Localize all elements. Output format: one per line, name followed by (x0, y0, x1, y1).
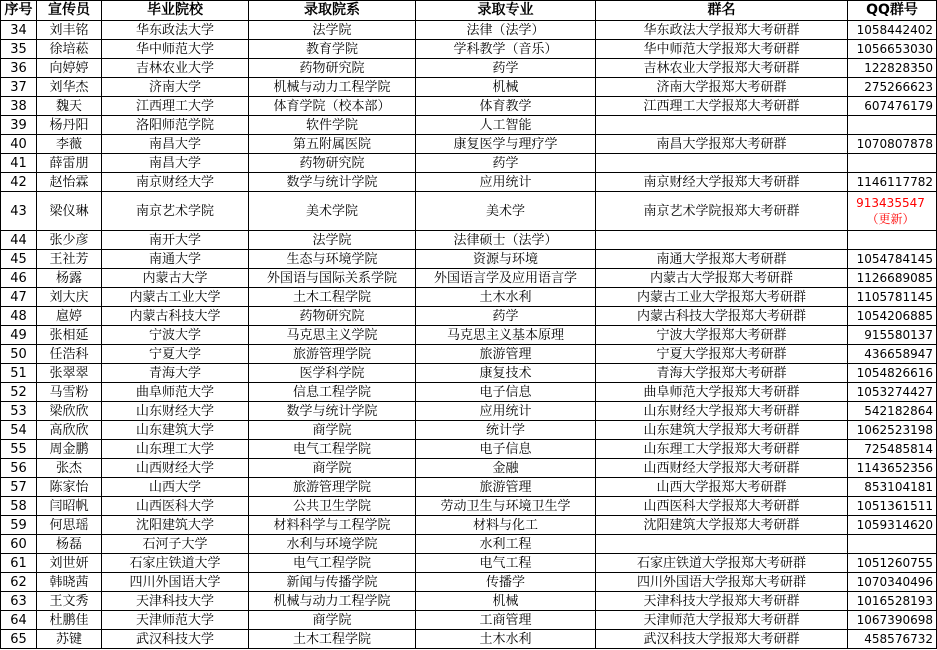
cell-index: 41 (1, 154, 37, 173)
cell-qq-group-number: 1053274427 (848, 383, 937, 402)
cell-admission-major: 应用统计 (416, 173, 596, 192)
table-row (1, 307, 937, 326)
cell-admission-major: 药学 (416, 307, 596, 326)
table-row (1, 231, 937, 250)
cell-admission-department: 医学科学院 (249, 364, 416, 383)
table-row (1, 630, 937, 649)
cell-group-name: 青海大学报郑大考研群 (596, 364, 848, 383)
table-row (1, 535, 937, 554)
cell-index: 64 (1, 611, 37, 630)
cell-graduate-school: 石河子大学 (102, 535, 249, 554)
cell-admission-department: 马克思主义学院 (249, 326, 416, 345)
table-row (1, 497, 937, 516)
table-row (1, 116, 937, 135)
cell-group-name: 天津科技大学报郑大考研群 (596, 592, 848, 611)
cell-admission-department: 公共卫生学院 (249, 497, 416, 516)
cell-qq-group-number: 607476179 (848, 97, 937, 116)
cell-qq-group-number (848, 192, 937, 231)
cell-promoter: 赵怡霖 (37, 173, 102, 192)
cell-promoter: 张翠翠 (37, 364, 102, 383)
cell-group-name: 宁夏大学报郑大考研群 (596, 345, 848, 364)
table-row (1, 288, 937, 307)
cell-promoter: 杨丹阳 (37, 116, 102, 135)
cell-admission-major: 电子信息 (416, 440, 596, 459)
table-row (1, 421, 937, 440)
cell-group-name (596, 116, 848, 135)
cell-index: 60 (1, 535, 37, 554)
table-row (1, 326, 937, 345)
cell-group-name: 华中师范大学报郑大考研群 (596, 40, 848, 59)
table-row (1, 135, 937, 154)
cell-index: 34 (1, 21, 37, 40)
cell-group-name: 南京财经大学报郑大考研群 (596, 173, 848, 192)
cell-admission-department: 旅游管理学院 (249, 345, 416, 364)
cell-admission-department: 美术学院 (249, 192, 416, 231)
table-row (1, 192, 937, 231)
cell-promoter: 杨露 (37, 269, 102, 288)
table-row (1, 21, 937, 40)
cell-group-name: 内蒙古大学报郑大考研群 (596, 269, 848, 288)
cell-promoter: 陈家怡 (37, 478, 102, 497)
cell-qq-group-number: 1062523198 (848, 421, 937, 440)
cell-admission-major: 传播学 (416, 573, 596, 592)
cell-admission-department: 机械与动力工程学院 (249, 78, 416, 97)
table-row (1, 592, 937, 611)
cell-promoter: 任浩科 (37, 345, 102, 364)
cell-qq-group-number: 542182864 (848, 402, 937, 421)
cell-group-name: 天津师范大学报郑大考研群 (596, 611, 848, 630)
table-row (1, 364, 937, 383)
header-index: 序号 (1, 1, 37, 21)
cell-index: 56 (1, 459, 37, 478)
cell-group-name: 沈阳建筑大学报郑大考研群 (596, 516, 848, 535)
cell-admission-major: 劳动卫生与环境卫生学 (416, 497, 596, 516)
cell-admission-department: 商学院 (249, 459, 416, 478)
cell-promoter: 魏天 (37, 97, 102, 116)
cell-admission-department: 数学与统计学院 (249, 402, 416, 421)
cell-promoter: 何思瑶 (37, 516, 102, 535)
cell-promoter: 刘丰铭 (37, 21, 102, 40)
cell-group-name: 南通大学报郑大考研群 (596, 250, 848, 269)
cell-qq-group-number: 1146117782 (848, 173, 937, 192)
cell-admission-department: 电气工程学院 (249, 440, 416, 459)
cell-promoter: 张相延 (37, 326, 102, 345)
table-row (1, 154, 937, 173)
cell-index: 45 (1, 250, 37, 269)
cell-promoter: 向婷婷 (37, 59, 102, 78)
cell-graduate-school: 内蒙古工业大学 (102, 288, 249, 307)
cell-qq-group-number: 1067390698 (848, 611, 937, 630)
cell-graduate-school: 宁夏大学 (102, 345, 249, 364)
table-row (1, 383, 937, 402)
cell-graduate-school: 南昌大学 (102, 135, 249, 154)
cell-graduate-school: 天津科技大学 (102, 592, 249, 611)
cell-graduate-school: 山东财经大学 (102, 402, 249, 421)
cell-group-name (596, 231, 848, 250)
cell-group-name: 武汉科技大学报郑大考研群 (596, 630, 848, 649)
cell-index: 54 (1, 421, 37, 440)
table-row (1, 611, 937, 630)
cell-index: 61 (1, 554, 37, 573)
cell-group-name: 华东政法大学报郑大考研群 (596, 21, 848, 40)
table-row (1, 440, 937, 459)
table-row (1, 478, 937, 497)
cell-graduate-school: 天津师范大学 (102, 611, 249, 630)
cell-index: 63 (1, 592, 37, 611)
cell-index: 39 (1, 116, 37, 135)
cell-group-name: 曲阜师范大学报郑大考研群 (596, 383, 848, 402)
cell-qq-group-number: 1059314620 (848, 516, 937, 535)
cell-graduate-school: 南京财经大学 (102, 173, 249, 192)
cell-graduate-school: 山西财经大学 (102, 459, 249, 478)
table-row (1, 173, 937, 192)
cell-group-name: 四川外国语大学报郑大考研群 (596, 573, 848, 592)
header-admission-department: 录取院系 (249, 1, 416, 21)
cell-index: 38 (1, 97, 37, 116)
cell-promoter: 扈婷 (37, 307, 102, 326)
header-graduate-school: 毕业院校 (102, 1, 249, 21)
cell-admission-department: 材料科学与工程学院 (249, 516, 416, 535)
cell-admission-major: 法律（法学） (416, 21, 596, 40)
cell-graduate-school: 山东建筑大学 (102, 421, 249, 440)
cell-admission-major: 体育教学 (416, 97, 596, 116)
cell-admission-department: 旅游管理学院 (249, 478, 416, 497)
table-row (1, 516, 937, 535)
cell-qq-group-number: 1051260755 (848, 554, 937, 573)
cell-graduate-school: 华东政法大学 (102, 21, 249, 40)
cell-admission-department: 法学院 (249, 231, 416, 250)
cell-qq-group-number: 1054206885 (848, 307, 937, 326)
cell-qq-group-number: 1058442402 (848, 21, 937, 40)
cell-admission-department: 药物研究院 (249, 307, 416, 326)
cell-graduate-school: 武汉科技大学 (102, 630, 249, 649)
cell-group-name: 宁波大学报郑大考研群 (596, 326, 848, 345)
cell-graduate-school: 石家庄铁道大学 (102, 554, 249, 573)
cell-promoter: 王社芳 (37, 250, 102, 269)
cell-qq-group-number: 725485814 (848, 440, 937, 459)
cell-admission-major: 人工智能 (416, 116, 596, 135)
cell-qq-group-number: 1105781145 (848, 288, 937, 307)
cell-graduate-school: 华中师范大学 (102, 40, 249, 59)
cell-admission-department: 法学院 (249, 21, 416, 40)
cell-admission-major: 法律硕士（法学） (416, 231, 596, 250)
cell-promoter: 王文秀 (37, 592, 102, 611)
cell-group-name: 内蒙古科技大学报郑大考研群 (596, 307, 848, 326)
cell-graduate-school: 南通大学 (102, 250, 249, 269)
cell-admission-major: 药学 (416, 154, 596, 173)
cell-index: 40 (1, 135, 37, 154)
cell-group-name: 山东理工大学报郑大考研群 (596, 440, 848, 459)
cell-index: 35 (1, 40, 37, 59)
cell-graduate-school: 山东理工大学 (102, 440, 249, 459)
cell-group-name (596, 154, 848, 173)
cell-admission-department: 水利与环境学院 (249, 535, 416, 554)
cell-graduate-school: 吉林农业大学 (102, 59, 249, 78)
cell-graduate-school: 内蒙古科技大学 (102, 307, 249, 326)
cell-admission-major: 旅游管理 (416, 345, 596, 364)
cell-graduate-school: 洛阳师范学院 (102, 116, 249, 135)
cell-graduate-school: 济南大学 (102, 78, 249, 97)
header-promoter: 宣传员 (37, 1, 102, 21)
cell-admission-department: 信息工程学院 (249, 383, 416, 402)
table-row (1, 554, 937, 573)
cell-admission-department: 教育学院 (249, 40, 416, 59)
cell-group-name: 山西大学报郑大考研群 (596, 478, 848, 497)
table-row (1, 345, 937, 364)
table-row (1, 78, 937, 97)
cell-admission-major: 土木水利 (416, 288, 596, 307)
cell-group-name (596, 535, 848, 554)
cell-admission-department: 商学院 (249, 421, 416, 440)
table-body (1, 21, 937, 649)
cell-admission-major: 马克思主义基本原理 (416, 326, 596, 345)
cell-index: 44 (1, 231, 37, 250)
qq-number-updated: 913435547 (856, 196, 925, 210)
cell-admission-major: 康复医学与理疗学 (416, 135, 596, 154)
cell-admission-major: 金融 (416, 459, 596, 478)
cell-promoter: 闫昭帆 (37, 497, 102, 516)
cell-index: 47 (1, 288, 37, 307)
cell-index: 65 (1, 630, 37, 649)
cell-promoter: 梁仪琳 (37, 192, 102, 231)
cell-admission-department: 生态与环境学院 (249, 250, 416, 269)
cell-promoter: 薛雷朋 (37, 154, 102, 173)
cell-qq-group-number: 1051361511 (848, 497, 937, 516)
update-note: （更新） (866, 212, 915, 226)
cell-graduate-school: 南开大学 (102, 231, 249, 250)
cell-admission-major: 水利工程 (416, 535, 596, 554)
cell-promoter: 徐培菘 (37, 40, 102, 59)
cell-group-name: 石家庄铁道大学报郑大考研群 (596, 554, 848, 573)
cell-promoter: 刘华杰 (37, 78, 102, 97)
table-row (1, 40, 937, 59)
cell-admission-major: 电气工程 (416, 554, 596, 573)
table-row (1, 250, 937, 269)
cell-graduate-school: 曲阜师范大学 (102, 383, 249, 402)
cell-index: 48 (1, 307, 37, 326)
cell-index: 62 (1, 573, 37, 592)
cell-admission-major: 机械 (416, 78, 596, 97)
cell-qq-group-number (848, 535, 937, 554)
cell-graduate-school: 沈阳建筑大学 (102, 516, 249, 535)
cell-admission-department: 药物研究院 (249, 154, 416, 173)
cell-index: 42 (1, 173, 37, 192)
table-row (1, 459, 937, 478)
cell-qq-group-number: 436658947 (848, 345, 937, 364)
cell-qq-group-number (848, 231, 937, 250)
cell-qq-group-number (848, 116, 937, 135)
cell-admission-department: 第五附属医院 (249, 135, 416, 154)
cell-promoter: 高欣欣 (37, 421, 102, 440)
cell-admission-major: 应用统计 (416, 402, 596, 421)
cell-graduate-school: 青海大学 (102, 364, 249, 383)
cell-promoter: 张杰 (37, 459, 102, 478)
cell-qq-group-number: 1070340496 (848, 573, 937, 592)
cell-admission-major: 资源与环境 (416, 250, 596, 269)
cell-promoter: 梁欣欣 (37, 402, 102, 421)
cell-admission-major: 旅游管理 (416, 478, 596, 497)
cell-group-name: 山西财经大学报郑大考研群 (596, 459, 848, 478)
cell-admission-major: 药学 (416, 59, 596, 78)
cell-admission-department: 药物研究院 (249, 59, 416, 78)
cell-graduate-school: 四川外国语大学 (102, 573, 249, 592)
cell-promoter: 张少彦 (37, 231, 102, 250)
cell-promoter: 杨磊 (37, 535, 102, 554)
cell-admission-department: 数学与统计学院 (249, 173, 416, 192)
cell-group-name: 江西理工大学报郑大考研群 (596, 97, 848, 116)
cell-graduate-school: 南京艺术学院 (102, 192, 249, 231)
cell-index: 50 (1, 345, 37, 364)
cell-qq-group-number (848, 154, 937, 173)
cell-admission-major: 学科教学（音乐） (416, 40, 596, 59)
cell-promoter: 刘世妍 (37, 554, 102, 573)
cell-promoter: 韩晓茜 (37, 573, 102, 592)
cell-index: 52 (1, 383, 37, 402)
cell-admission-major: 美术学 (416, 192, 596, 231)
cell-group-name: 山西医科大学报郑大考研群 (596, 497, 848, 516)
header-admission-major: 录取专业 (416, 1, 596, 21)
cell-qq-group-number: 853104181 (848, 478, 937, 497)
cell-admission-major: 康复技术 (416, 364, 596, 383)
cell-promoter: 周金鹏 (37, 440, 102, 459)
cell-admission-department: 体育学院（校本部） (249, 97, 416, 116)
cell-index: 55 (1, 440, 37, 459)
cell-index: 43 (1, 192, 37, 231)
table-row (1, 97, 937, 116)
header-group-name: 群名 (596, 1, 848, 21)
cell-admission-major: 机械 (416, 592, 596, 611)
cell-promoter: 苏键 (37, 630, 102, 649)
cell-group-name: 内蒙古工业大学报郑大考研群 (596, 288, 848, 307)
cell-admission-major: 电子信息 (416, 383, 596, 402)
cell-index: 58 (1, 497, 37, 516)
cell-admission-major: 统计学 (416, 421, 596, 440)
cell-group-name: 南京艺术学院报郑大考研群 (596, 192, 848, 231)
cell-admission-department: 软件学院 (249, 116, 416, 135)
cell-index: 36 (1, 59, 37, 78)
cell-admission-department: 外国语与国际关系学院 (249, 269, 416, 288)
cell-admission-department: 土木工程学院 (249, 288, 416, 307)
cell-index: 51 (1, 364, 37, 383)
cell-promoter: 刘大庆 (37, 288, 102, 307)
cell-group-name: 济南大学报郑大考研群 (596, 78, 848, 97)
cell-admission-major: 材料与化工 (416, 516, 596, 535)
cell-qq-group-number: 275266623 (848, 78, 937, 97)
cell-admission-department: 新闻与传播学院 (249, 573, 416, 592)
table-header-row (1, 1, 937, 21)
cell-index: 53 (1, 402, 37, 421)
cell-qq-group-number: 1056653030 (848, 40, 937, 59)
cell-admission-department: 电气工程学院 (249, 554, 416, 573)
cell-group-name: 山东财经大学报郑大考研群 (596, 402, 848, 421)
cell-qq-group-number: 458576732 (848, 630, 937, 649)
table-row (1, 59, 937, 78)
cell-admission-department: 机械与动力工程学院 (249, 592, 416, 611)
table-row (1, 573, 937, 592)
cell-admission-department: 土木工程学院 (249, 630, 416, 649)
cell-group-name: 山东建筑大学报郑大考研群 (596, 421, 848, 440)
cell-index: 46 (1, 269, 37, 288)
cell-graduate-school: 山西医科大学 (102, 497, 249, 516)
cell-qq-group-number: 1016528193 (848, 592, 937, 611)
cell-qq-group-number: 122828350 (848, 59, 937, 78)
cell-admission-major: 外国语言学及应用语言学 (416, 269, 596, 288)
cell-admission-major: 工商管理 (416, 611, 596, 630)
cell-group-name: 吉林农业大学报郑大考研群 (596, 59, 848, 78)
cell-admission-department: 商学院 (249, 611, 416, 630)
cell-group-name: 南昌大学报郑大考研群 (596, 135, 848, 154)
cell-qq-group-number: 1054826616 (848, 364, 937, 383)
cell-graduate-school: 宁波大学 (102, 326, 249, 345)
cell-graduate-school: 南昌大学 (102, 154, 249, 173)
cell-promoter: 马雪粉 (37, 383, 102, 402)
cell-index: 37 (1, 78, 37, 97)
cell-qq-group-number: 915580137 (848, 326, 937, 345)
cell-qq-group-number: 1126689085 (848, 269, 937, 288)
table-row (1, 269, 937, 288)
header-qq-group-number: QQ群号 (848, 1, 937, 21)
cell-index: 49 (1, 326, 37, 345)
cell-index: 57 (1, 478, 37, 497)
cell-graduate-school: 山西大学 (102, 478, 249, 497)
cell-qq-group-number: 1070807878 (848, 135, 937, 154)
cell-qq-group-number: 1143652356 (848, 459, 937, 478)
cell-admission-major: 土木水利 (416, 630, 596, 649)
table-row (1, 402, 937, 421)
cell-index: 59 (1, 516, 37, 535)
cell-promoter: 杜鹏佳 (37, 611, 102, 630)
cell-graduate-school: 江西理工大学 (102, 97, 249, 116)
cell-promoter: 李薇 (37, 135, 102, 154)
cell-qq-group-number: 1054784145 (848, 250, 937, 269)
cell-graduate-school: 内蒙古大学 (102, 269, 249, 288)
